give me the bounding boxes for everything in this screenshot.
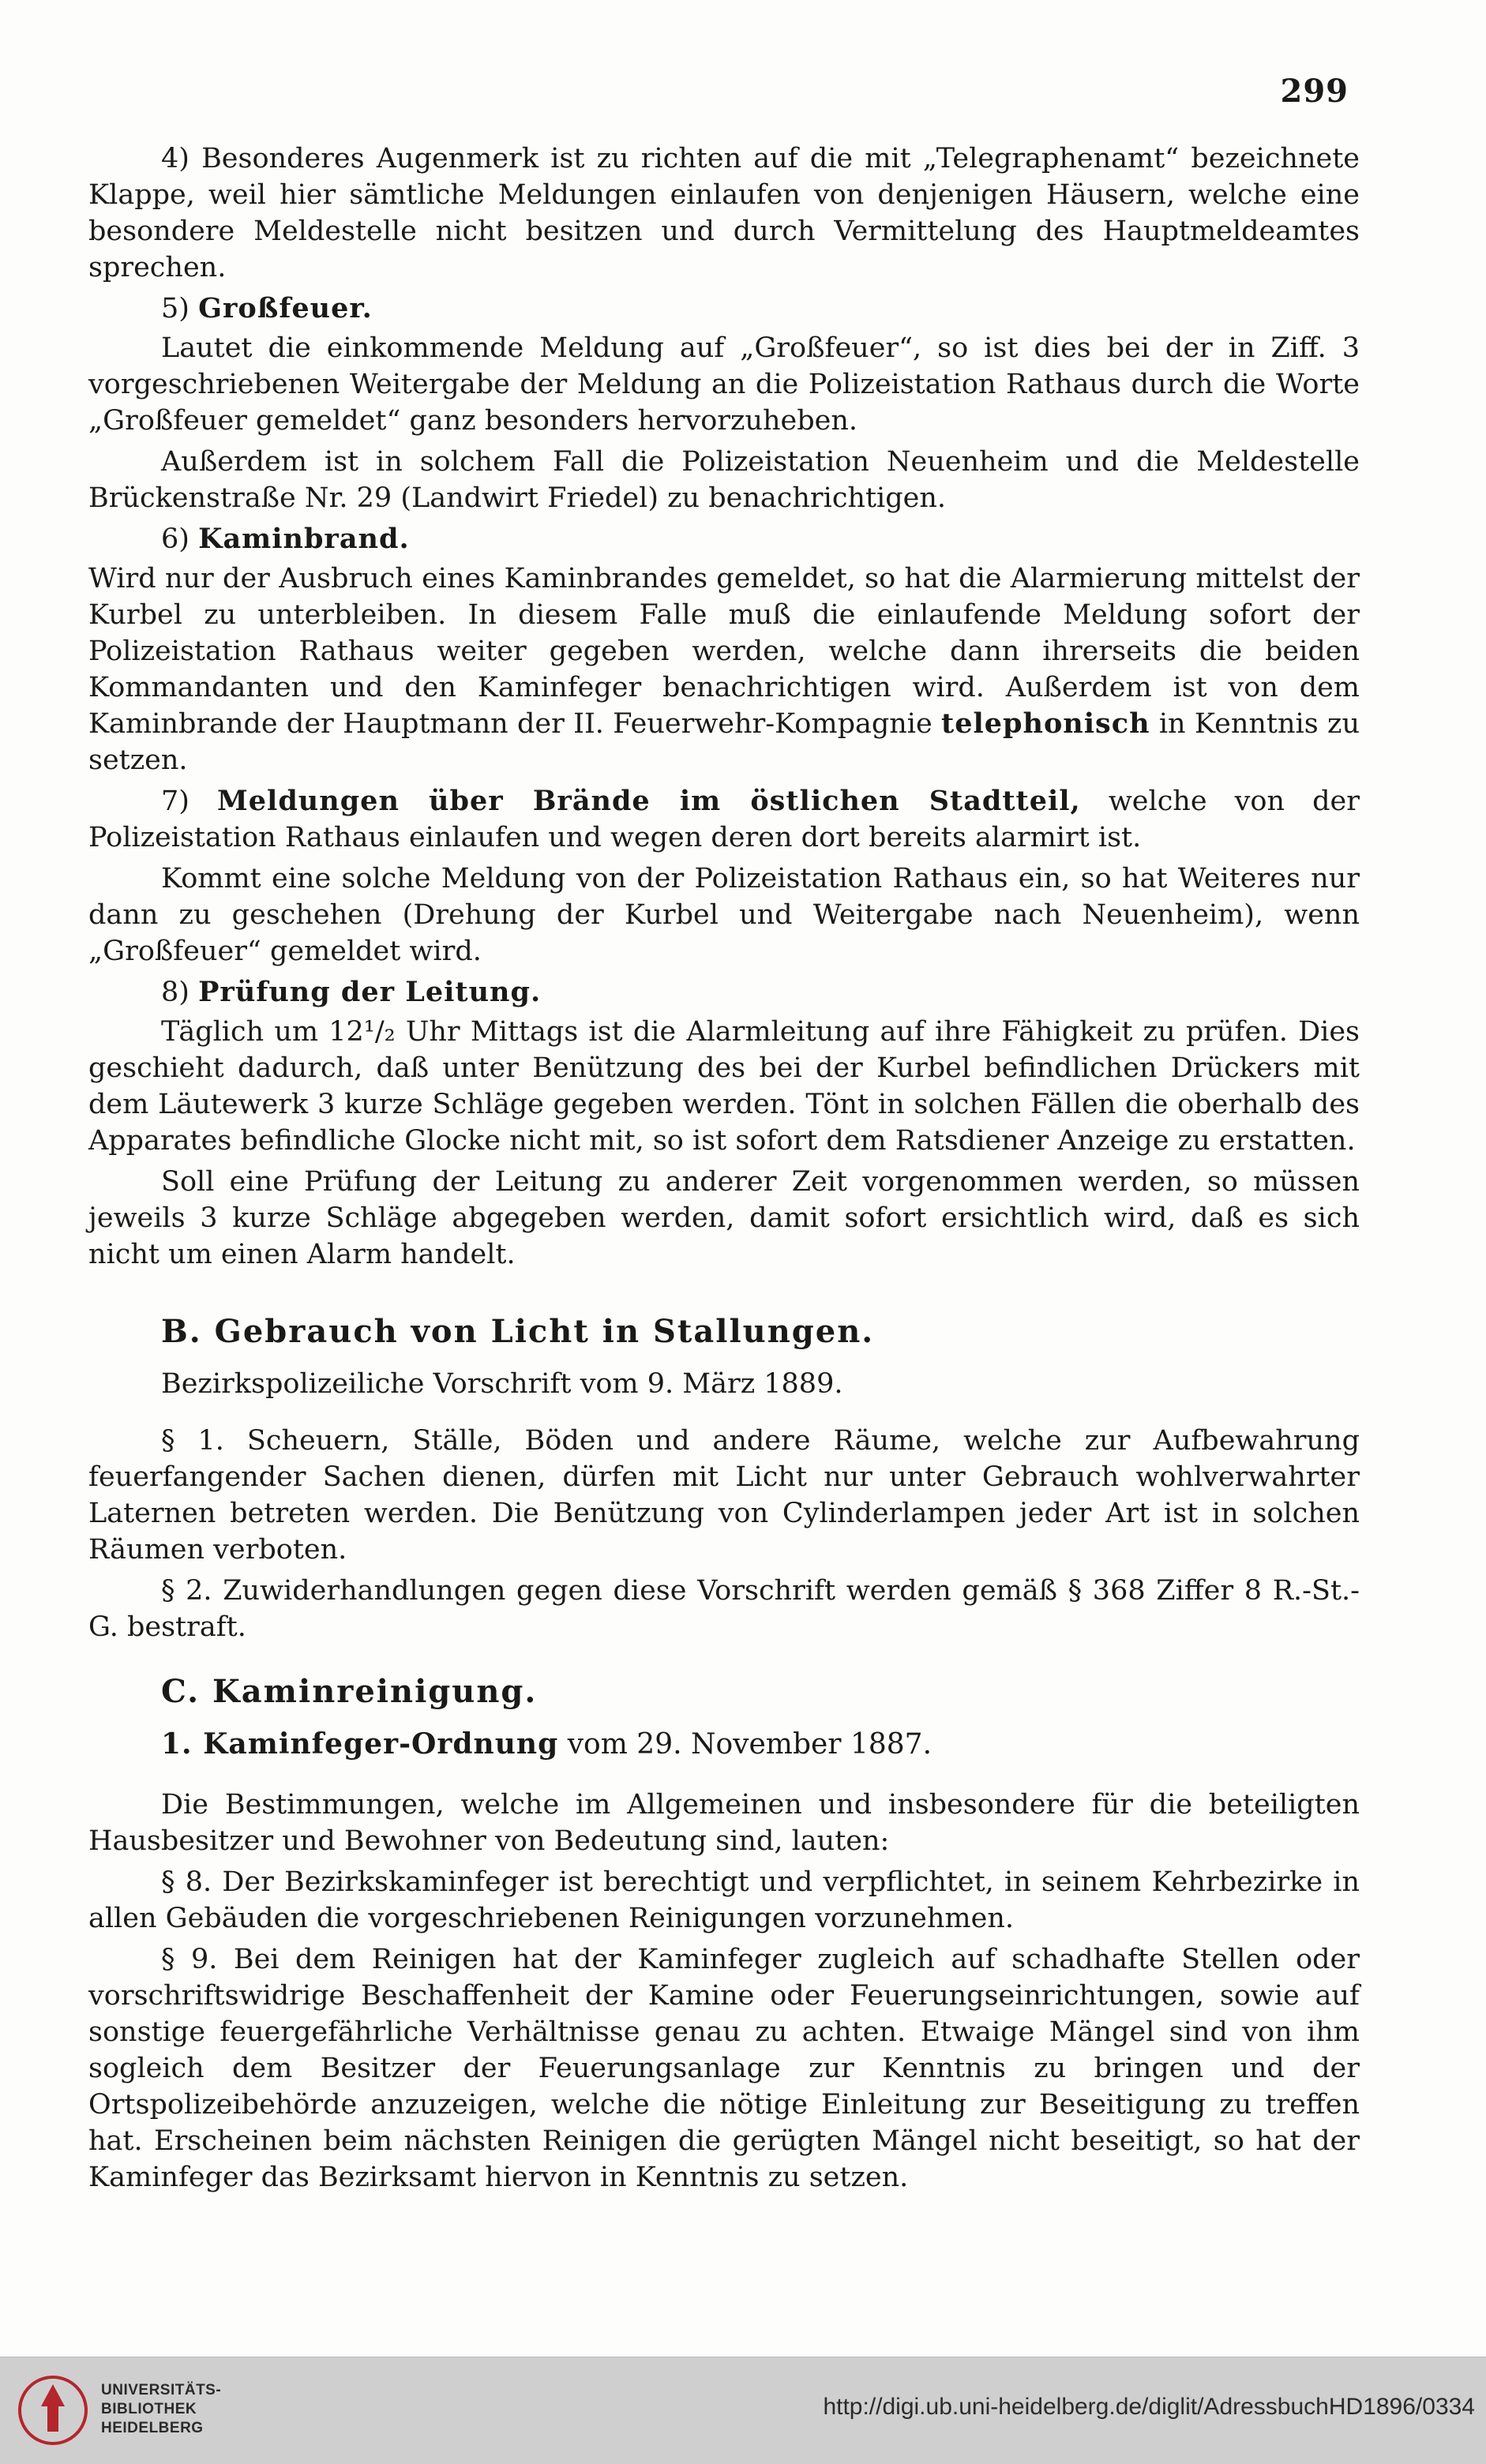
permalink-url[interactable]: http://digi.ub.uni-heidelberg.de/diglit/AdressbuchHD1896/0334 [823,2394,1475,2420]
item-number: 7) [161,786,190,817]
viewer-footer [0,2357,1486,2464]
library-name[interactable] [101,2381,221,2438]
item-title: Großfeuer. [198,292,373,324]
paragraph-grossfeuer-2: Außerdem ist in solchem Fall die Polizeistation Neuenheim und die Meldestelle Brückenstraße Nr. 29 (Landwirt Friedel) zu benachrichtigen. [88,446,1360,514]
item-title: Kaminbrand. [198,523,410,555]
emphasis-text: telephonisch [941,707,1150,740]
section-b-title: B. Gebrauch von Licht in Stallungen. [161,1313,875,1350]
paragraph-pruefung-1: Täglich um 12¹/₂ Uhr Mittags ist die Alarmleitung auf ihre Fähigkeit zu prüfen. Dies geschieht dadurch, daß unter Benützung des bei der Kurbel befindlichen Drückers mit dem Läutewerk 3 kurze Schläge gegeben werden. Tönt in solchen Fällen die oberhalb des Apparates befindliche Glocke nicht mit, so ist sofort dem Ratsdiener Anzeige zu erstatten. [88,1016,1360,1157]
ordinance-title: 1. Kaminfeger-Ordnung [161,1727,559,1761]
section-c-subtitle [88,1726,1360,1763]
text-run: Wird nur der Ausbruch eines Kaminbrandes gemeldet, so hat die Alarmierung mittelst der Kurbel zu unterbleiben. In diesem Falle muß die einlaufende Meldung sofort der Polizeistation Rathaus weiter gegeben werden, welche dann ihrerseits die beiden Kommandanten und den Kaminfeger benachrichtigen wird. Außerdem ist von dem Kaminbrande der Hauptmann der II. Feuerwehr-Kompagnie [88,563,1360,740]
heading-item-8 [88,974,1360,1011]
section-c-paragraph-9: § 9. Bei dem Reinigen hat der Kaminfeger zugleich auf schadhafte Stellen oder vorschriftswidrige Beschaffenheit der Kamine oder Feuerungseinrichtungen, sowie auf sonstige feuergefährliche Verhältnisse genau zu achten. Etwaige Mängel sind von ihm sogleich dem Besitzer der Feuerungsanlage zur Kenntnis zu bringen und der Ortspolizeibehörde anzuzeigen, welche die nötige Einleitung zur Beseitigung zu treffen hat. Erscheinen beim nächsten Reinigen die gerügten Mängel nicht beseitigt, so hat der Kaminfeger das Bezirksamt hiervon in Kenntnis zu setzen. [88,1944,1360,2193]
item-title: Prüfung der Leitung. [198,976,542,1008]
library-line: UNIVERSITÄTS- [101,2382,222,2398]
item-number: 5) [161,293,190,324]
text-run: in Kenntnis zu setzen. [88,708,1360,776]
section-b-subtitle: Bezirkspolizeiliche Vorschrift vom 9. März 1889. [161,1368,843,1400]
ordinance-date: vom 29. November 1887. [567,1728,933,1761]
page-number: 299 [1280,73,1349,110]
library-line: HEIDELBERG [101,2420,204,2436]
library-line: BIBLIOTHEK [101,2401,197,2417]
paragraph-grossfeuer-1: Lautet die einkommende Meldung auf „Großfeuer“, so ist dies bei der in Ziff. 3 vorgeschriebenen Weitergabe der Meldung an die Polizeistation Rathaus durch die Worte „Großfeuer gemeldet“ ganz besonders hervorzuheben. [88,332,1360,437]
section-c-paragraph-8: § 8. Der Bezirkskaminfeger ist berechtigt und verpflichtet, in seinem Kehrbezirke in allen Gebäuden die vorgeschriebenen Reinigungen vorzunehmen. [88,1866,1360,1934]
university-seal-icon[interactable] [17,2375,88,2446]
item-number: 6) [161,523,190,555]
section-b-paragraph-2: § 2. Zuwiderhandlungen gegen diese Vorschrift werden gemäß § 368 Ziffer 8 R.-St.-G. bestraft. [88,1575,1360,1643]
section-c-title: C. Kaminreinigung. [161,1673,538,1710]
item-title: Meldungen über Brände im östlichen Stadtteil, [217,785,1081,817]
paragraph-pruefung-2: Soll eine Prüfung der Leitung zu anderer Zeit vorgenommen werden, so müssen jeweils 3 kurze Schläge abgegeben werden, damit sofort ersichtlich wird, daß es sich nicht um einen Alarm handelt. [88,1166,1360,1270]
paragraph-item-4: 4) Besonderes Augenmerk ist zu richten auf die mit „Telegraphenamt“ bezeichnete Klappe, weil hier sämtliche Meldungen einlaufen von denjenigen Häusern, welche eine besondere Meldestelle nicht besitzen und durch Vermittelung des Hauptmeldeamtes sprechen. [88,143,1360,283]
heading-item-5 [88,291,1360,327]
heading-item-6 [88,521,1360,557]
page-text [88,141,1360,2200]
paragraph-item-7b: Kommt eine solche Meldung von der Polizeistation Rathaus ein, so hat Weiteres nur dann zu geschehen (Drehung der Kurbel und Weitergabe nach Neuenheim), wenn „Großfeuer“ gemeldet wird. [88,863,1360,967]
section-b-paragraph-1: § 1. Scheuern, Ställe, Böden und andere Räume, welche zur Aufbewahrung feuerfangender Sachen dienen, dürfen mit Licht nur unter Gebrauch wohlverwahrter Laternen betreten werden. Die Benützung von Cylinderlampen jeder Art ist in solchen Räumen verboten. [88,1425,1360,1566]
paragraph-item-7 [88,783,1360,856]
section-c-intro: Die Bestimmungen, welche im Allgemeinen und insbesondere für die beteiligten Hausbesitzer und Bewohner von Bedeutung sind, lauten: [88,1789,1360,1857]
item-number: 8) [161,977,190,1008]
text-run: welche von der Polizeistation Rathaus einlaufen und wegen deren dort bereits alarmirt ist. [88,786,1360,853]
paragraph-kaminbrand [88,561,1360,778]
